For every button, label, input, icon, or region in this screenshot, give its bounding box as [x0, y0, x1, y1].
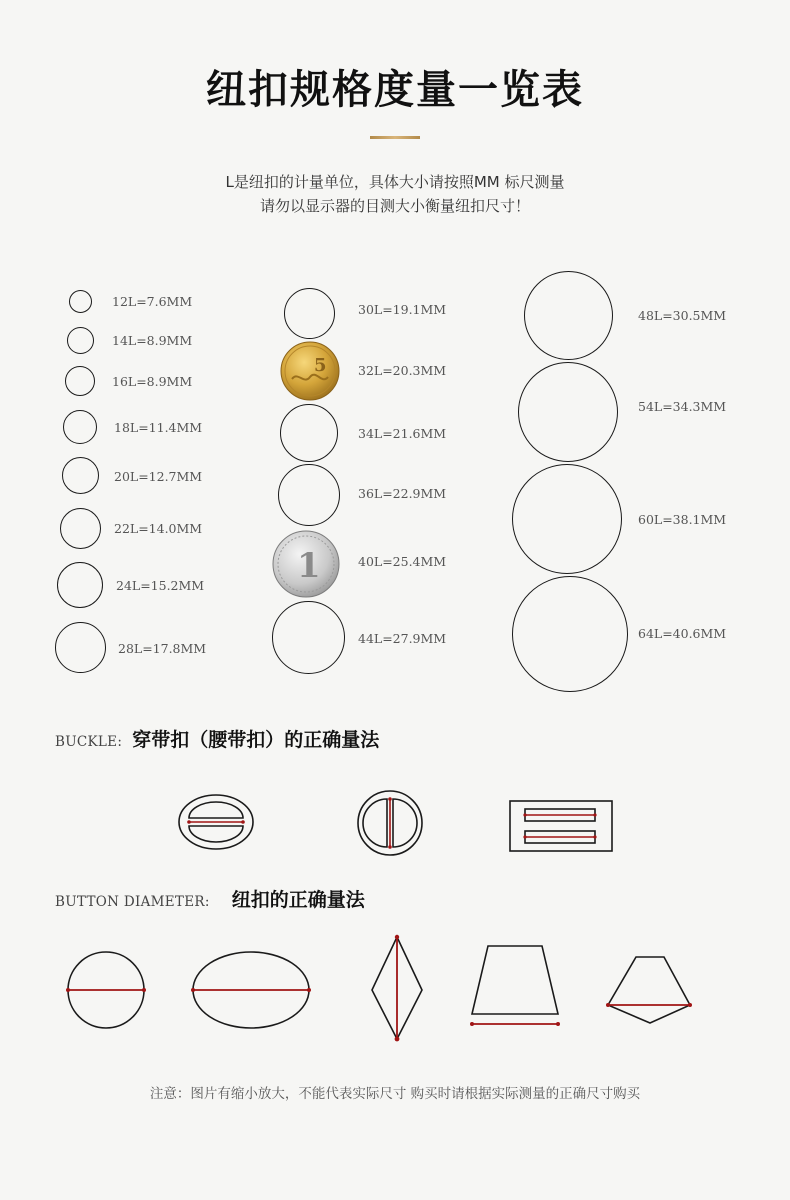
diamond-measure-figure: [368, 933, 426, 1043]
rectangle-buckle-figure: [508, 799, 614, 855]
pentagon-measure-figure: [604, 953, 694, 1027]
size-circle-28l: [55, 622, 106, 673]
size-label-30l: 30L=19.1MM: [358, 302, 447, 317]
size-label-34l: 34L=21.6MM: [358, 426, 447, 441]
gold-coin-numeral: 5: [314, 355, 327, 376]
oval-buckle-figure: [176, 792, 256, 852]
size-circle-44l: [272, 601, 345, 674]
buckle-heading-en: BUCKLE:: [55, 734, 123, 750]
size-circle-16l: [65, 366, 95, 396]
size-label-24l: 24L=15.2MM: [116, 578, 205, 593]
size-circle-22l: [60, 508, 101, 549]
size-label-32l: 32L=20.3MM: [358, 363, 447, 378]
size-label-16l: 16L=8.9MM: [112, 374, 193, 389]
buckle-heading-cn: 穿带扣（腰带扣）的正确量法: [132, 729, 380, 751]
size-circle-20l: [62, 457, 99, 494]
size-label-14l: 14L=8.9MM: [112, 333, 193, 348]
size-circle-30l: [284, 288, 335, 339]
size-circle-60l: [512, 464, 622, 574]
size-circle-18l: [63, 410, 97, 444]
size-label-28l: 28L=17.8MM: [118, 641, 207, 656]
oval-measure-figure: [189, 949, 313, 1031]
round-buckle-figure: [356, 789, 424, 857]
intro-line-2: 请勿以显示器的目测大小衡量纽扣尺寸！: [259, 197, 530, 215]
size-label-54l: 54L=34.3MM: [638, 399, 727, 414]
size-label-40l: 40L=25.4MM: [358, 554, 447, 569]
silver-coin-icon: [272, 530, 340, 598]
size-label-20l: 20L=12.7MM: [114, 469, 203, 484]
trapezoid-measure-figure: [468, 942, 562, 1030]
size-label-18l: 18L=11.4MM: [114, 420, 203, 435]
footer-note: 注意：图片有缩小放大，不能代表实际尺寸 购买时请根据实际测量的正确尺寸购买: [149, 1086, 641, 1102]
size-circle-34l: [280, 404, 338, 462]
size-label-44l: 44L=27.9MM: [358, 631, 447, 646]
size-circle-12l: [69, 290, 92, 313]
size-circle-48l: [524, 271, 613, 360]
size-label-60l: 60L=38.1MM: [638, 512, 727, 527]
intro-line-1: L是纽扣的计量单位，具体大小请按照MM 标尺测量: [225, 173, 565, 191]
page-title: 纽扣规格度量一览表: [206, 66, 584, 113]
diameter-heading-cn: 纽扣的正确量法: [231, 889, 365, 911]
size-label-22l: 22L=14.0MM: [114, 521, 203, 536]
size-label-12l: 12L=7.6MM: [112, 294, 193, 309]
size-label-64l: 64L=40.6MM: [638, 626, 727, 641]
size-circle-64l: [512, 576, 628, 692]
gold-coin-icon: [280, 341, 340, 401]
size-label-36l: 36L=22.9MM: [358, 486, 447, 501]
size-label-48l: 48L=30.5MM: [638, 308, 727, 323]
size-circle-54l: [518, 362, 618, 462]
silver-coin-numeral: 1: [297, 546, 321, 586]
buckle-section-heading: [55, 725, 379, 752]
diameter-heading-en: BUTTON DIAMETER:: [55, 894, 210, 910]
title-divider: [370, 136, 420, 139]
circle-measure-figure: [64, 949, 148, 1031]
size-circle-36l: [278, 464, 340, 526]
size-circle-24l: [57, 562, 103, 608]
size-circle-14l: [67, 327, 94, 354]
diameter-section-heading: [55, 885, 365, 912]
